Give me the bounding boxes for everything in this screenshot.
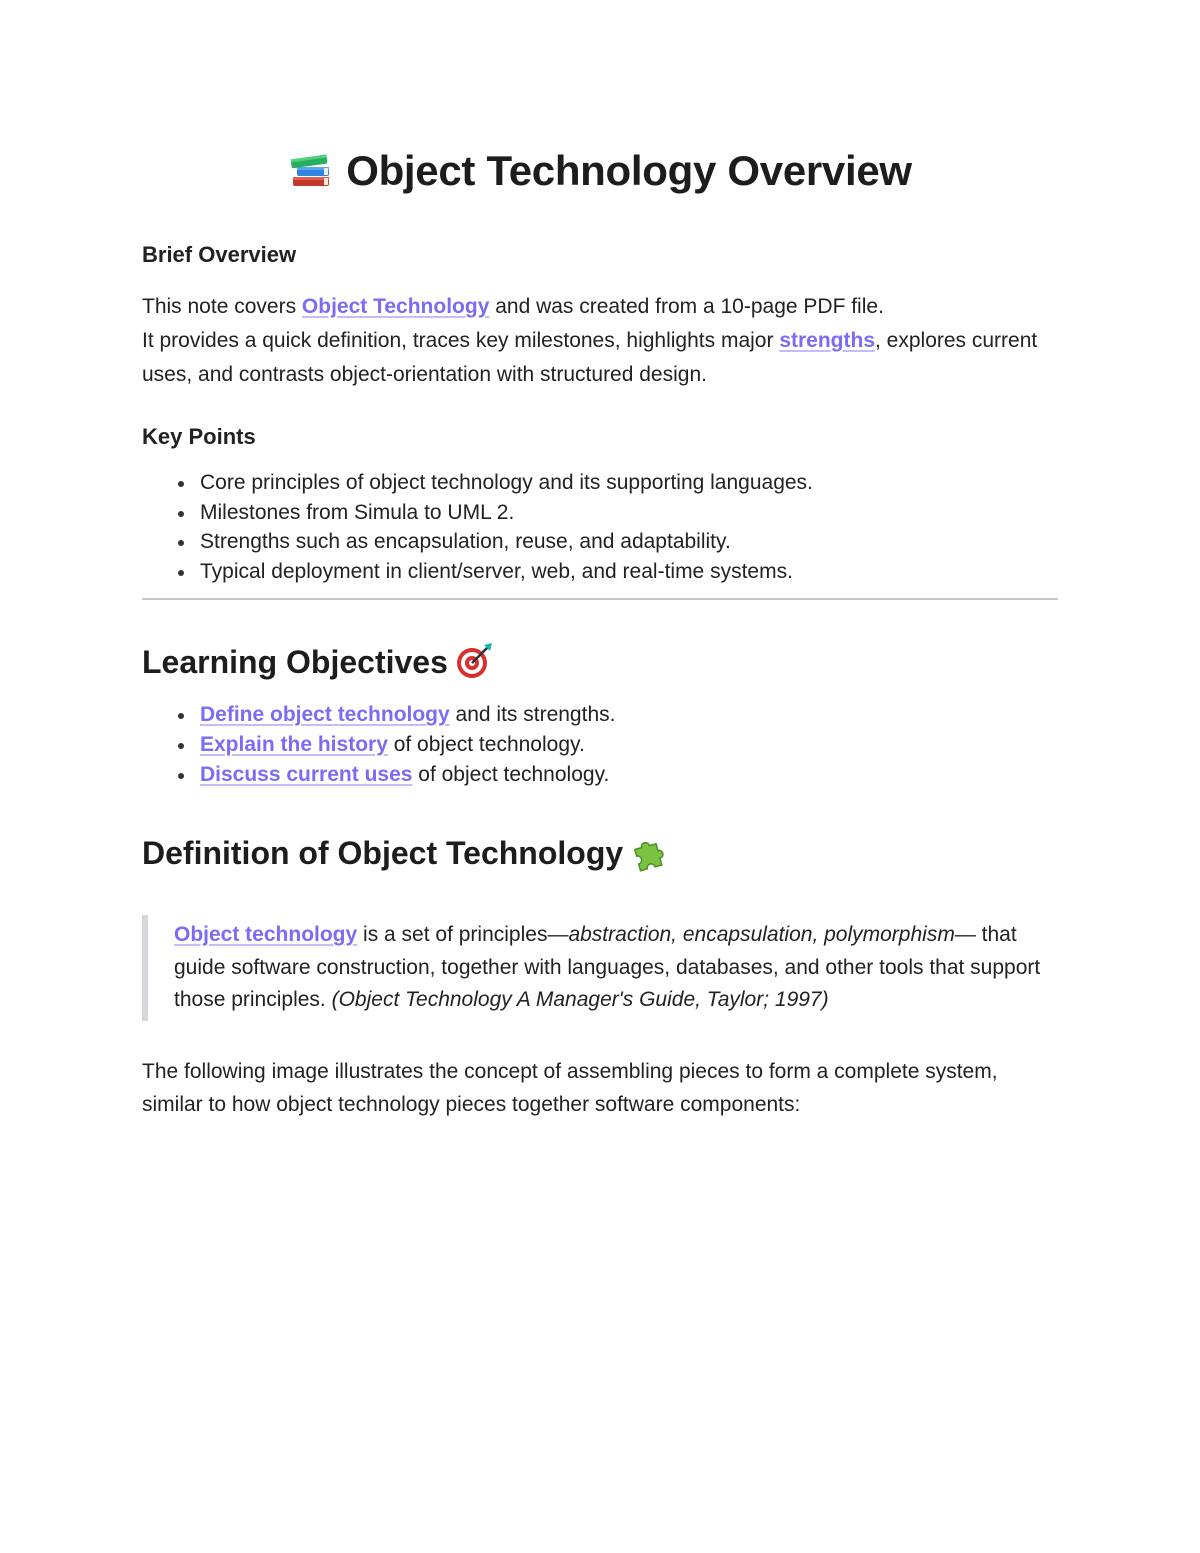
discuss-current-uses-link[interactable]: Discuss current uses <box>200 762 413 786</box>
learning-objectives-heading <box>142 640 1058 684</box>
principles-italic: abstraction, encapsulation, polymorphism <box>568 923 955 947</box>
list-item <box>200 730 1058 760</box>
citation: (Object Technology A Manager's Guide, Taylor; 1997) <box>331 988 829 1012</box>
followup-paragraph: The following image illustrates the concept of assembling pieces to form a complete system, similar to how object technology pieces together software components: <box>142 1059 998 1116</box>
page-title-text: Object Technology Overview <box>346 147 912 194</box>
text-segment: and was created from a 10-page PDF file. <box>489 295 884 318</box>
key-points-heading: Key Points <box>142 424 256 449</box>
definition-quote <box>142 915 1058 1021</box>
target-icon <box>454 641 494 681</box>
page-title <box>142 140 1058 202</box>
list-item <box>200 700 1058 730</box>
text-segment: of object technology. <box>412 762 610 786</box>
text-segment: of object technology. <box>387 732 585 756</box>
brief-overview-text <box>142 290 1058 392</box>
list-item <box>200 760 1058 790</box>
text-segment: This note covers <box>142 295 302 318</box>
list-item: Milestones from Simula to UML 2. <box>200 498 1058 528</box>
text-segment: , explores current uses, and contrasts object-orientation with structured design. <box>142 329 1038 386</box>
document-page <box>142 140 1058 1121</box>
text-segment: and its strengths. <box>449 703 616 727</box>
explain-history-link[interactable]: Explain the history <box>200 732 388 756</box>
list-item: Strengths such as encapsulation, reuse, and adaptability. <box>200 527 1058 557</box>
define-object-technology-link[interactable]: Define object technology <box>200 703 450 727</box>
puzzle-icon <box>629 832 669 872</box>
text-segment: It provides a quick definition, traces key milestones, highlights major <box>142 329 780 352</box>
list-item: Typical deployment in client/server, web, and real-time systems. <box>200 557 1058 587</box>
objectives-list <box>142 700 1058 789</box>
object-technology-link[interactable]: Object Technology <box>301 295 490 318</box>
learning-objectives-title: Learning Objectives <box>142 644 448 681</box>
text-segment: is a set of principles— <box>357 923 569 947</box>
books-icon <box>288 147 334 193</box>
strengths-link[interactable]: strengths <box>779 329 875 352</box>
key-points-list <box>142 468 1058 586</box>
brief-overview-heading: Brief Overview <box>142 242 297 267</box>
object-technology-quote-link[interactable]: Object technology <box>174 923 358 947</box>
text-segment: — that guide software construction, together with languages, databases, and other tools that support those principles. <box>174 923 1041 1012</box>
section-divider <box>142 598 1058 600</box>
definition-title: Definition of Object Technology <box>142 835 624 872</box>
definition-heading <box>142 831 1058 875</box>
list-item: Core principles of object technology and its supporting languages. <box>200 468 1058 498</box>
